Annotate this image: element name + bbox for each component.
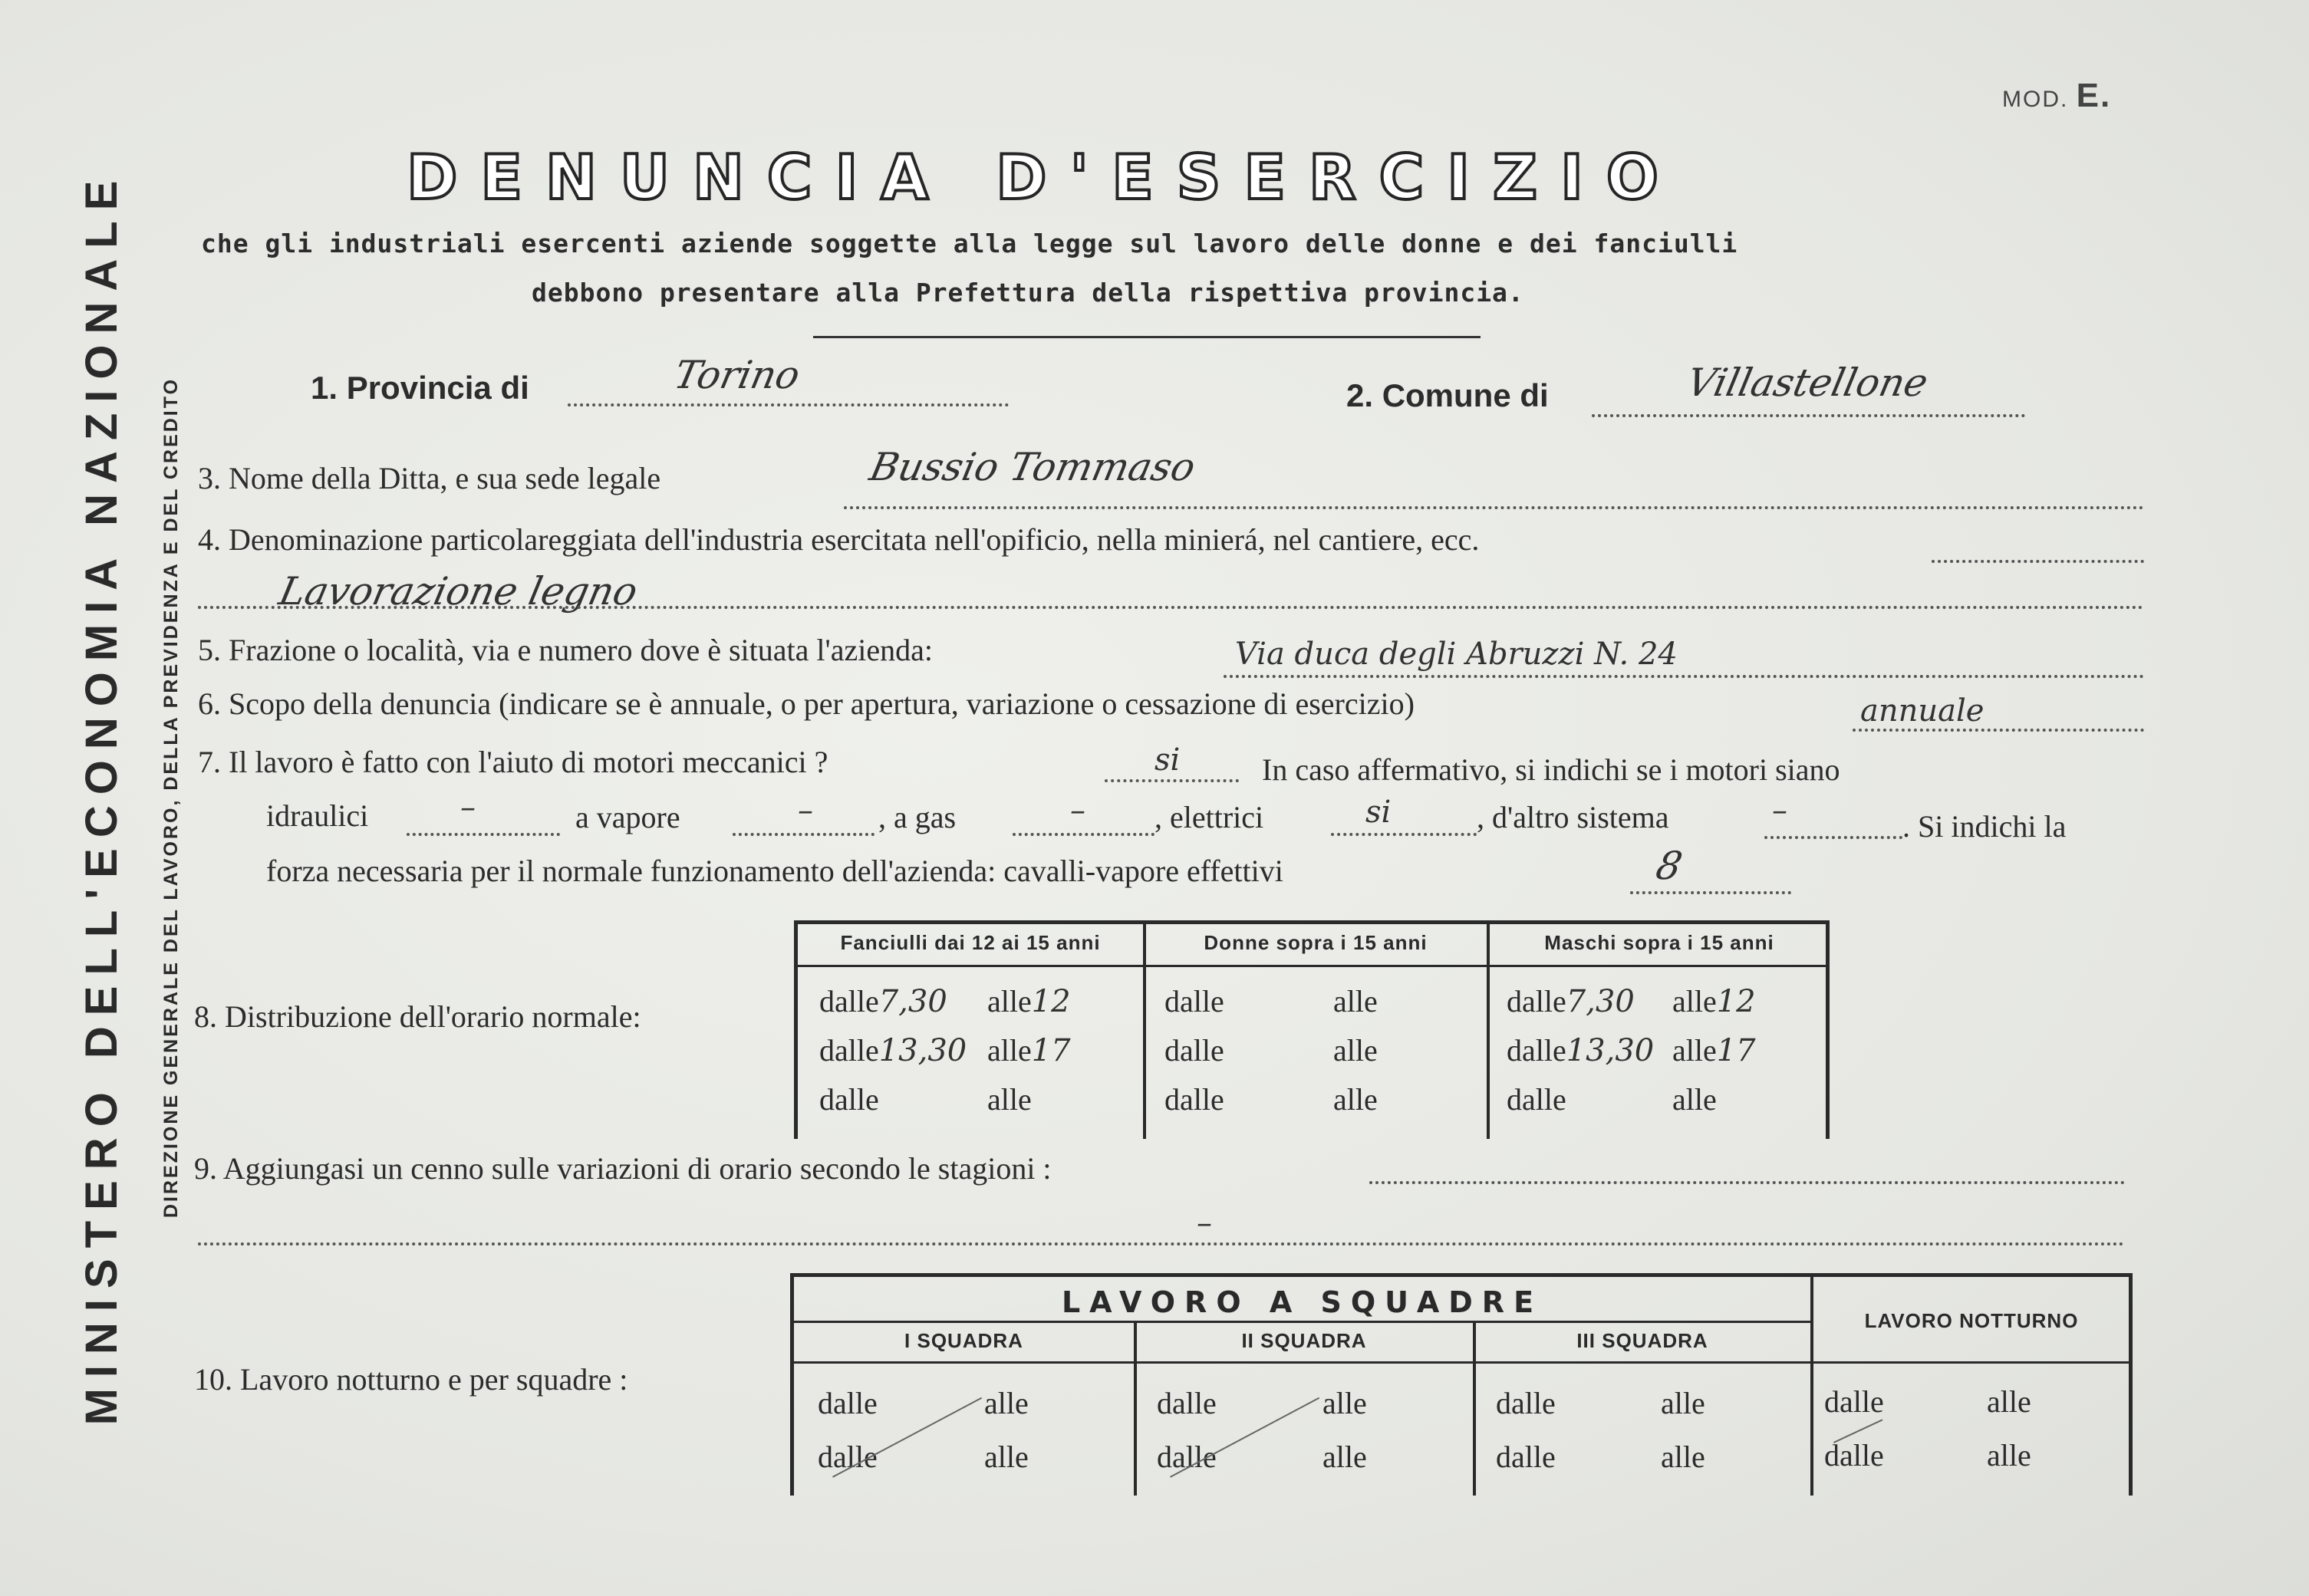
ditta-line bbox=[844, 506, 2144, 509]
model-letter: E. bbox=[2076, 77, 2112, 114]
ministry-sidebar bbox=[71, 84, 217, 1511]
variazioni-line-b bbox=[198, 1242, 2125, 1246]
elettrici-line bbox=[1331, 833, 1477, 836]
orario-cell: dalle bbox=[1507, 1082, 1566, 1117]
orario-header-fanciulli: Fanciulli dai 12 ai 15 anni bbox=[840, 931, 1101, 954]
squadre-cell: alle bbox=[1661, 1440, 1705, 1474]
squadre-cell: dalle bbox=[818, 1440, 878, 1474]
squadre-cell: dalle bbox=[1157, 1386, 1217, 1420]
altro-line bbox=[1764, 836, 1902, 839]
gas-label: , a gas bbox=[878, 800, 957, 834]
orario-cell: alle12 bbox=[1672, 984, 1756, 1019]
provincia-value[interactable]: Torino bbox=[670, 353, 804, 397]
squadre-cell: dalle bbox=[1496, 1386, 1556, 1420]
notturno-label: 10. Lavoro notturno e per squadre : bbox=[194, 1362, 628, 1397]
squadre-header-rule bbox=[794, 1361, 2129, 1364]
localita-line bbox=[1224, 675, 2144, 678]
ministry-name: MINISTERO DELL'ECONOMIA NAZIONALE bbox=[77, 169, 127, 1426]
orario-cell: dalle7,30 bbox=[819, 984, 947, 1019]
altro-label: , d'altro sistema bbox=[1477, 800, 1669, 834]
orario-cell: dalle bbox=[1164, 1082, 1224, 1117]
idraulici-line bbox=[407, 833, 560, 836]
industria-line-a bbox=[1932, 560, 2144, 563]
squadre-cell: alle bbox=[1322, 1440, 1367, 1474]
subtitle-line-2: debbono presentare alla Prefettura della rispettiva provincia. bbox=[532, 278, 1524, 308]
ditta-label: 3. Nome della Ditta, e sua sede legale bbox=[198, 461, 661, 495]
orario-cell: dalle13,30 bbox=[819, 1033, 967, 1068]
orario-cell: dalle13,30 bbox=[1507, 1033, 1655, 1068]
localita-value[interactable]: Via duca degli Abruzzi N. 24 bbox=[1235, 637, 1678, 672]
ditta-value[interactable]: Bussio Tommaso bbox=[865, 445, 1200, 489]
motori-label-b: In caso affermativo, si indichi se i motori siano bbox=[1262, 752, 1840, 787]
variazioni-label: 9. Aggiungasi un cenno sulle variazioni di orario secondo le stagioni : bbox=[194, 1151, 1052, 1186]
altro-suffix: . Si indichi la bbox=[1902, 809, 2067, 844]
orario-col-divider-1 bbox=[1143, 924, 1146, 1139]
squadre-group-rule bbox=[794, 1321, 1810, 1323]
motori-label-a: 7. Il lavoro è fatto con l'aiuto di motori meccanici ? bbox=[198, 745, 828, 779]
orario-label: 8. Distribuzione dell'orario normale: bbox=[194, 999, 641, 1034]
comune-value[interactable]: Villastellone bbox=[1682, 360, 1932, 405]
orario-time[interactable]: 7,30 bbox=[878, 984, 947, 1019]
provincia-label: 1. Provincia di bbox=[311, 370, 529, 406]
provincia-line bbox=[568, 403, 1009, 406]
vapore-value[interactable]: – bbox=[798, 793, 813, 828]
orario-cell: alle17 bbox=[987, 1033, 1071, 1068]
variazioni-line-a bbox=[1369, 1181, 2125, 1184]
elettrici-value[interactable]: si bbox=[1365, 795, 1392, 830]
gas-line bbox=[1013, 833, 1154, 836]
notturno-cell: dalle bbox=[1824, 1384, 1884, 1419]
orario-cell: alle17 bbox=[1672, 1033, 1756, 1068]
squadre-cell: alle bbox=[984, 1440, 1029, 1474]
ministry-department: DIREZIONE GENERALE DEL LAVORO, DELLA PREVIDENZA E DEL CREDITO bbox=[160, 377, 182, 1219]
motori-line bbox=[1105, 779, 1239, 782]
scopo-value[interactable]: annuale bbox=[1860, 693, 1985, 729]
orario-header-donne: Donne sopra i 15 anni bbox=[1204, 931, 1428, 954]
comune-line bbox=[1592, 414, 2025, 417]
orario-time[interactable]: 12 bbox=[1716, 984, 1756, 1019]
squadre-group-header: LAVORO A SQUADRE bbox=[1061, 1285, 1543, 1319]
orario-cell: dalle bbox=[819, 1082, 879, 1117]
notturno-cell: alle bbox=[1987, 1384, 2031, 1419]
squadre-cell: dalle bbox=[818, 1386, 878, 1420]
orario-cell: alle bbox=[1672, 1082, 1717, 1117]
orario-time[interactable]: 12 bbox=[1031, 984, 1071, 1019]
elettrici-label: , elettrici bbox=[1154, 800, 1264, 834]
scopo-label: 6. Scopo della denuncia (indicare se è annuale, o per apertura, variazione o cessazione di esercizio) bbox=[198, 686, 1415, 721]
squadre-header-3: III SQUADRA bbox=[1576, 1329, 1708, 1352]
orario-cell: alle12 bbox=[987, 984, 1071, 1019]
squadre-cell: alle bbox=[1661, 1386, 1705, 1420]
industria-value[interactable]: Lavorazione legno bbox=[275, 569, 642, 614]
industria-label: 4. Denominazione particolareggiata dell'industria esercitata nell'opificio, nella minierá, nel cantiere, ecc. bbox=[198, 522, 1480, 557]
model-label: MOD. bbox=[2002, 87, 2069, 112]
forza-line bbox=[1630, 891, 1791, 894]
orario-cell: alle bbox=[1333, 1033, 1378, 1068]
vapore-label: a vapore bbox=[575, 800, 680, 834]
orario-time[interactable]: 13,30 bbox=[878, 1033, 967, 1068]
vapore-line bbox=[733, 833, 875, 836]
orario-col-divider-2 bbox=[1487, 924, 1490, 1139]
orario-cell: alle bbox=[987, 1082, 1032, 1117]
variazioni-value[interactable]: – bbox=[1197, 1206, 1212, 1241]
notturno-cell: alle bbox=[1987, 1438, 2031, 1473]
motori-value[interactable]: si bbox=[1154, 742, 1181, 778]
industria-line-b bbox=[198, 606, 2144, 609]
gas-value[interactable]: – bbox=[1070, 793, 1085, 828]
squadre-header-1: I SQUADRA bbox=[904, 1329, 1023, 1352]
notturno-header: LAVORO NOTTURNO bbox=[1864, 1309, 2079, 1332]
orario-cell: dalle7,30 bbox=[1507, 984, 1635, 1019]
orario-header-maschi: Maschi sopra i 15 anni bbox=[1544, 931, 1774, 954]
squadre-cell: dalle bbox=[1496, 1440, 1556, 1474]
squadre-col-divider-3 bbox=[1810, 1277, 1813, 1496]
squadre-cell: alle bbox=[984, 1386, 1029, 1420]
orario-time[interactable]: 17 bbox=[1031, 1033, 1071, 1068]
altro-value[interactable]: – bbox=[1772, 793, 1787, 828]
orario-cell: dalle bbox=[1164, 1033, 1224, 1068]
title-rule bbox=[813, 336, 1481, 338]
notturno-cell: dalle bbox=[1824, 1438, 1884, 1473]
squadre-cell: dalle bbox=[1157, 1440, 1217, 1474]
idraulici-value[interactable]: – bbox=[460, 790, 476, 825]
model-mark bbox=[2002, 77, 2111, 115]
squadre-cell: alle bbox=[1322, 1386, 1367, 1420]
forza-value[interactable]: 8 bbox=[1652, 844, 1686, 888]
orario-header-rule bbox=[798, 965, 1826, 967]
comune-label: 2. Comune di bbox=[1346, 377, 1549, 413]
forza-label: forza necessaria per il normale funzionamento dell'azienda: cavalli-vapore effettivi bbox=[266, 854, 1283, 888]
orario-cell: alle bbox=[1333, 984, 1378, 1018]
orario-cell: alle bbox=[1333, 1082, 1378, 1117]
subtitle-line-1: che gli industriali esercenti aziende soggette alla legge sul lavoro delle donne e dei fanciulli bbox=[201, 229, 1738, 258]
localita-label: 5. Frazione o località, via e numero dove è situata l'azienda: bbox=[198, 633, 933, 667]
document-title: DENUNCIA D'ESERCIZIO bbox=[407, 142, 1682, 213]
idraulici-label: idraulici bbox=[266, 798, 369, 833]
orario-time[interactable]: 13,30 bbox=[1566, 1033, 1655, 1068]
scopo-line bbox=[1853, 729, 2144, 732]
squadre-header-2: II SQUADRA bbox=[1241, 1329, 1367, 1352]
orario-time[interactable]: 17 bbox=[1716, 1033, 1756, 1068]
orario-cell: dalle bbox=[1164, 984, 1224, 1018]
orario-time[interactable]: 7,30 bbox=[1566, 984, 1635, 1019]
